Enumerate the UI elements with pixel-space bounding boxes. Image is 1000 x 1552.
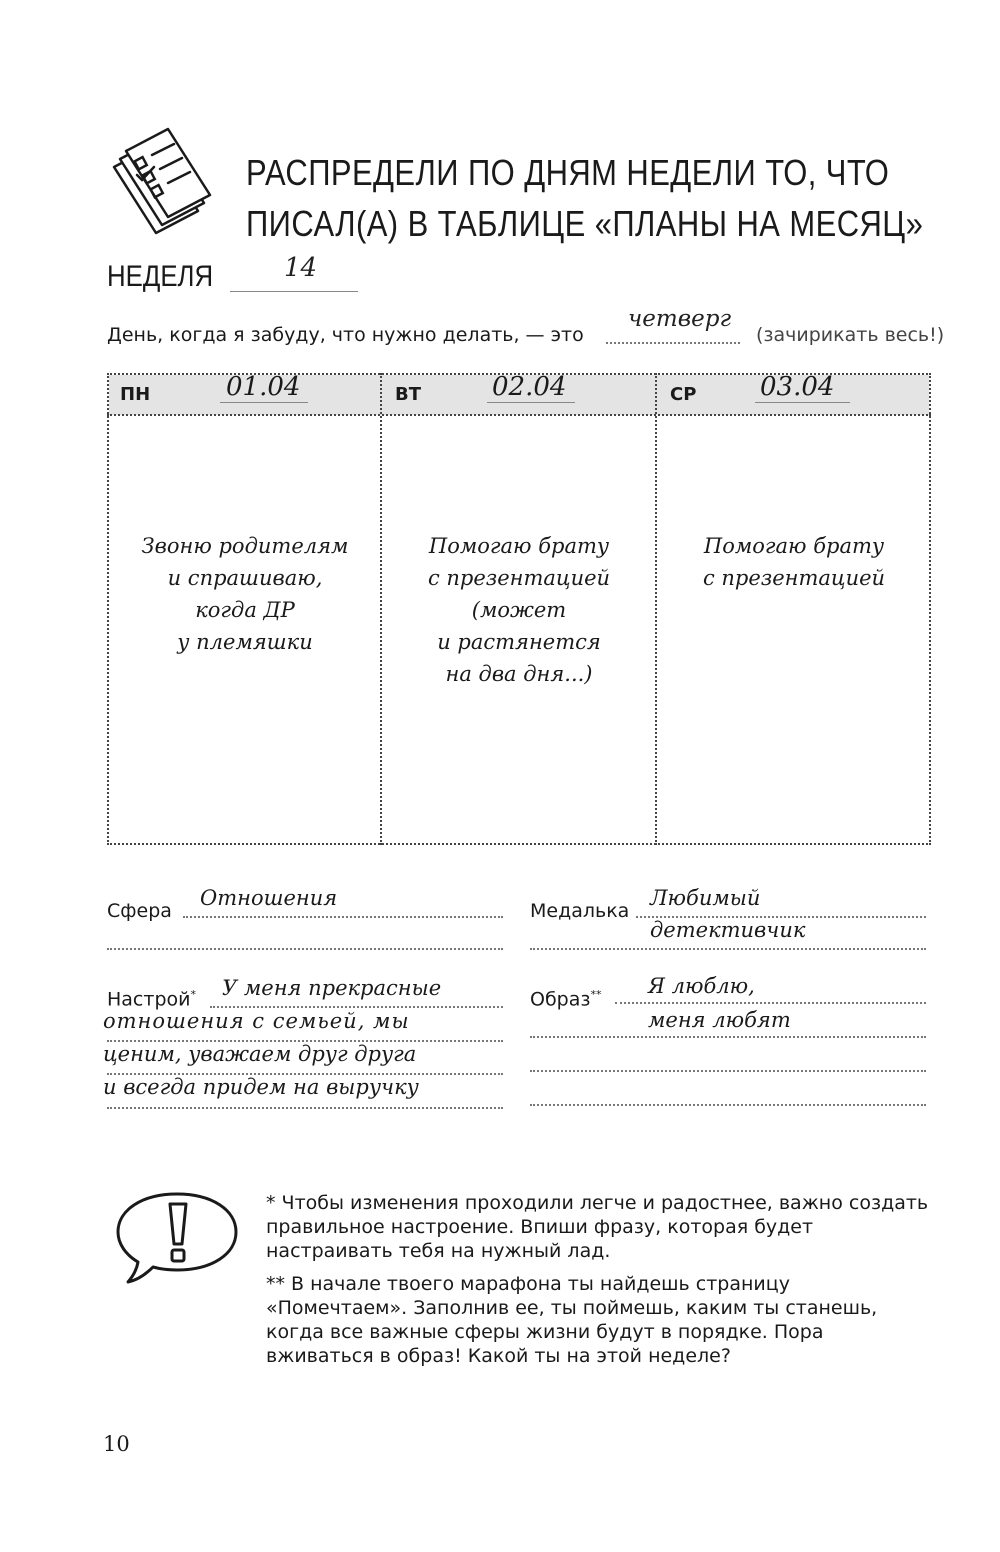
page-number: 10 [103,1432,130,1456]
image-value-line1: Я люблю, [648,974,755,998]
sphere-line-1 [183,916,503,918]
mood-line-4 [107,1107,503,1109]
day-name-wed: СР [670,384,697,405]
day-text-mon: Звоню родителям и спрашиваю, когда ДР у племяшки [141,534,349,654]
forget-day-line [606,342,740,344]
table-header-divider [107,414,931,416]
week-label: НЕДЕЛЯ [107,260,214,293]
image-line-3 [530,1070,926,1072]
image-footnote-mark: ** [590,988,602,1001]
exclamation-bubble-icon [112,1186,242,1286]
mood-line-1 [210,1006,503,1008]
forget-day-value: четверг [628,306,732,332]
image-value-line2: меня любят [648,1008,791,1032]
footnote-mood: * Чтобы изменения проходили легче и радостнее, важно создать правильное настроение. Впиши фразу, которая будет настраивать тебя на нужный лад. [266,1192,929,1262]
image-line-4 [530,1104,926,1106]
day-name-tue: ВТ [395,384,421,405]
image-label: Образ** [530,988,602,1011]
medal-label: Медалька [530,900,630,922]
medal-value-line1: Любимый [650,886,761,910]
mood-value-line4: и всегда придем на выручку [103,1075,419,1099]
page-title-line1: РАСПРЕДЕЛИ ПО ДНЯМ НЕДЕЛИ ТО, ЧТО [246,152,890,193]
page-title-line2: ПИСАЛ(А) В ТАБЛИЦЕ «ПЛАНЫ НА МЕСЯЦ» [246,203,924,244]
mood-footnote-mark: * [190,988,196,1001]
day-text-wed: Помогаю брату с презентацией [702,534,886,590]
sphere-value: Отношения [200,886,338,910]
week-value: 14 [284,253,318,283]
date-line-tue [487,402,575,403]
column-divider-2 [655,373,657,845]
sphere-line-2 [107,948,503,950]
sphere-label: Сфера [107,900,172,922]
date-line-wed [755,402,850,403]
medal-value-line2: детективчик [650,918,806,942]
image-line-2 [530,1036,926,1038]
date-line-mon [220,402,308,403]
forget-day-suffix: (зачирикать весь!) [756,324,945,346]
medal-line-2 [530,948,926,950]
mood-value-line3: ценим, уважаем друг друга [103,1042,417,1066]
forget-day-prefix: День, когда я забуду, что нужно делать, — это [107,324,584,346]
day-name-mon: ПН [120,384,151,405]
day-text-tue: Помогаю брату с презентацией (может и растянется на два дня...) [427,534,611,686]
image-line-1 [615,1002,926,1004]
date-mon: 01.04 [226,372,301,402]
date-wed: 03.04 [760,372,835,402]
column-divider-1 [380,373,382,845]
mood-label: Настрой* [107,988,196,1011]
week-line [230,291,358,292]
date-tue: 02.04 [492,372,567,402]
footnote-image: ** В начале твоего марафона ты найдешь страницу «Помечтаем». Заполнив ее, ты поймешь, каким ты станешь, когда все важные сферы жизни будут в порядке. Пора вживаться в образ! Какой ты на этой неделе? [266,1273,878,1367]
checklist-icon [100,115,220,235]
mood-value-line1: У меня прекрасные [222,976,442,1000]
mood-value-line2: отношения с семьей, мы [103,1009,410,1033]
